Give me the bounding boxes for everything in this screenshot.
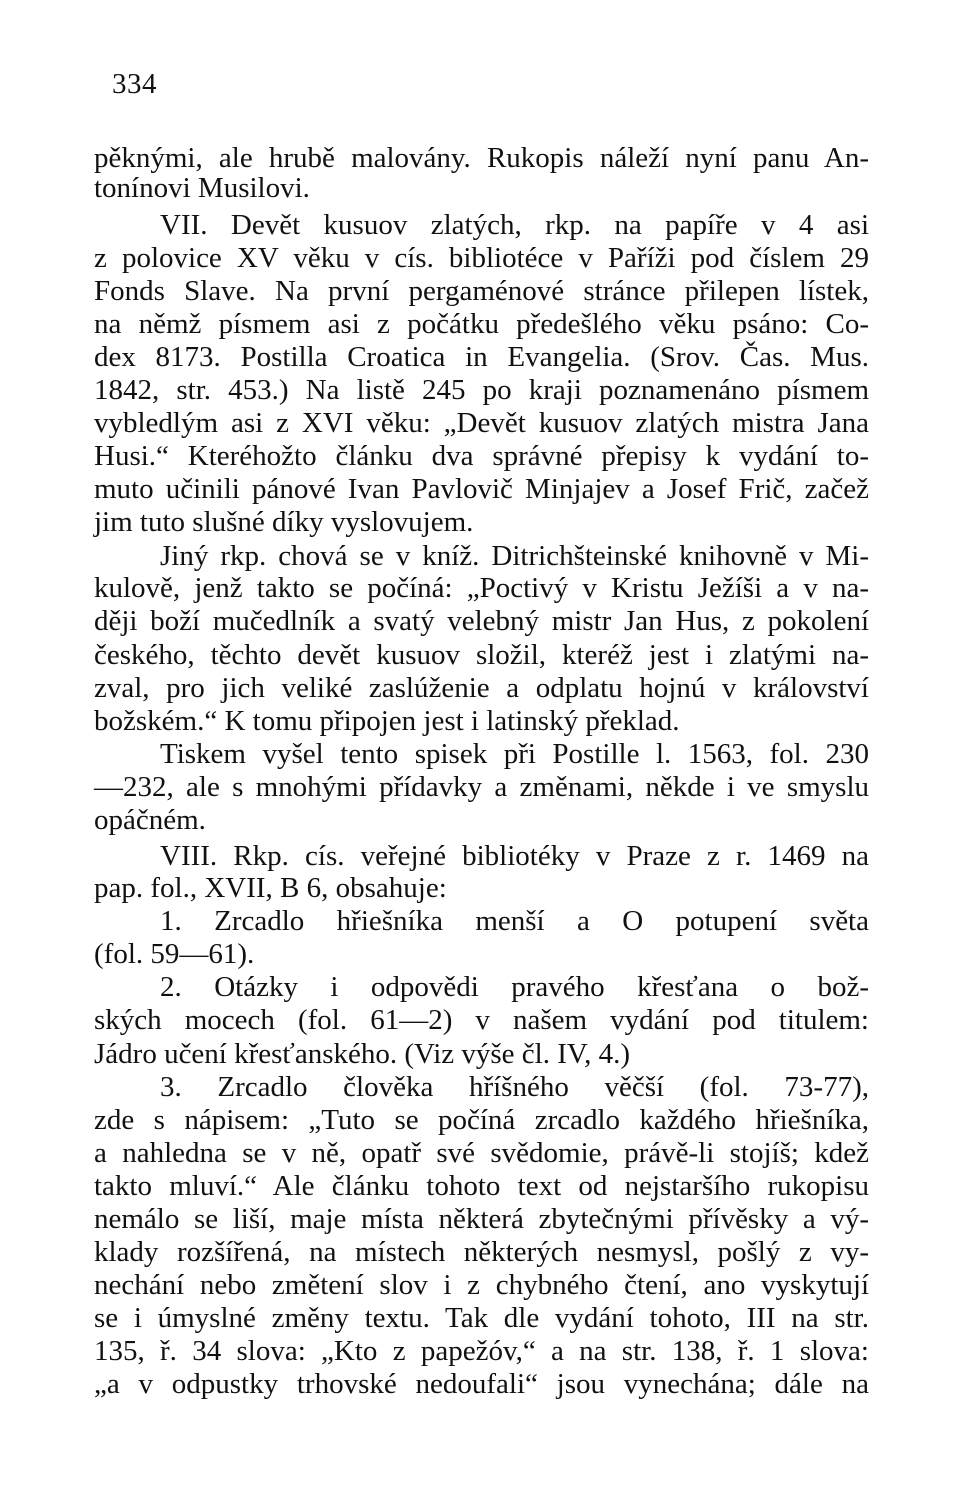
text-line: muto učinili pánové Ivan Pavlovič Minjajev a Josef Frič, začež — [94, 473, 869, 505]
text-line: (fol. 59—61). — [94, 938, 255, 970]
text-line: „a v odpustky trhovské nedoufali“ jsou vynechána; dále na — [94, 1368, 869, 1400]
text-line: ději boží mučedlník a svatý velebný mistr Jan Hus, z pokolení — [94, 605, 869, 637]
text-line: tonínovi Musilovi. — [94, 172, 310, 204]
text-line: ských mocech (fol. 61—2) v našem vydání pod titulem: — [94, 1004, 869, 1036]
text-line: kulově, jenž takto se počíná: „Poctivý v Kristu Ježíši a v na- — [94, 572, 869, 604]
text-line: —232, ale s mnohými přídavky a změnami, někde i ve smyslu — [94, 771, 869, 803]
text-line: 2. Otázky i odpovědi pravého křesťana o bož- — [160, 971, 869, 1003]
text-line: pap. fol., XVII, B 6, obsahuje: — [94, 872, 447, 904]
text-line: VIII. Rkp. cís. veřejné bibliotéky v Praze z r. 1469 na — [160, 840, 869, 872]
text-line: Fonds Slave. Na první pergaménové stránce přilepen lístek, — [94, 275, 869, 307]
text-line: Jádro učení křesťanského. (Viz výše čl. IV, 4.) — [94, 1038, 630, 1070]
text-line: nemálo se liší, maje místa některá zbytečnými přívěsky a vý- — [94, 1203, 869, 1235]
text-line: Tiskem vyšel tento spisek při Postille l. 1563, fol. 230 — [160, 738, 869, 770]
text-line: 3. Zrcadlo člověka hříšného věčší (fol. 73-77), — [160, 1071, 869, 1103]
text-line: 1. Zrcadlo hřiešníka menší a O potupení světa — [160, 905, 869, 937]
text-line: VII. Devět kusuov zlatých, rkp. na papíře v 4 asi — [160, 209, 869, 241]
text-line: Jiný rkp. chová se v kníž. Ditrichšteinské knihovně v Mi- — [160, 540, 869, 572]
text-line: na němž písmem asi z počátku předešlého věku psáno: Co- — [94, 308, 869, 340]
text-line: jim tuto slušné díky vyslovujem. — [94, 506, 474, 538]
text-line: božském.“ K tomu připojen jest i latinský překlad. — [94, 705, 680, 737]
text-line: 1842, str. 453.) Na listě 245 po kraji poznamenáno písmem — [94, 374, 869, 406]
text-line: Husi.“ Kteréhožto článku dva správné přepisy k vydání to- — [94, 440, 869, 472]
text-line: zval, pro jich veliké zaslúženie a odplatu hojnú v království — [94, 672, 869, 704]
text-line: českého, těchto devět kusuov složil, kteréž jest i zlatými na- — [94, 639, 869, 671]
text-line: 135, ř. 34 slova: „Kto z papežóv,“ a na str. 138, ř. 1 slova: — [94, 1335, 869, 1367]
text-line: vybledlým asi z XVI věku: „Devět kusuov zlatých mistra Jana — [94, 407, 869, 439]
text-line: se i úmyslné změny textu. Tak dle vydání tohoto, III na str. — [94, 1302, 869, 1334]
text-line: pěknými, ale hrubě malovány. Rukopis náleží nyní panu An- — [94, 142, 869, 174]
text-line: z polovice XV věku v cís. bibliotéce v Paříži pod číslem 29 — [94, 242, 869, 274]
text-line: klady rozšířená, na místech některých nesmysl, pošlý z vy- — [94, 1236, 869, 1268]
page-number: 334 — [112, 68, 157, 100]
text-line: a nahledna se v ně, opatř své svědomie, právě-li stojíš; kdež — [94, 1137, 869, 1169]
text-line: nechání nebo změtení slov i z chybného čtení, ano vyskytují — [94, 1269, 869, 1301]
text-line: dex 8173. Postilla Croatica in Evangelia. (Srov. Čas. Mus. — [94, 341, 869, 373]
text-line: opáčném. — [94, 804, 206, 836]
text-line: zde s nápisem: „Tuto se počíná zrcadlo každého hřiešníka, — [94, 1104, 869, 1136]
text-line: takto mluví.“ Ale článku tohoto text od nejstaršího rukopisu — [94, 1170, 869, 1202]
